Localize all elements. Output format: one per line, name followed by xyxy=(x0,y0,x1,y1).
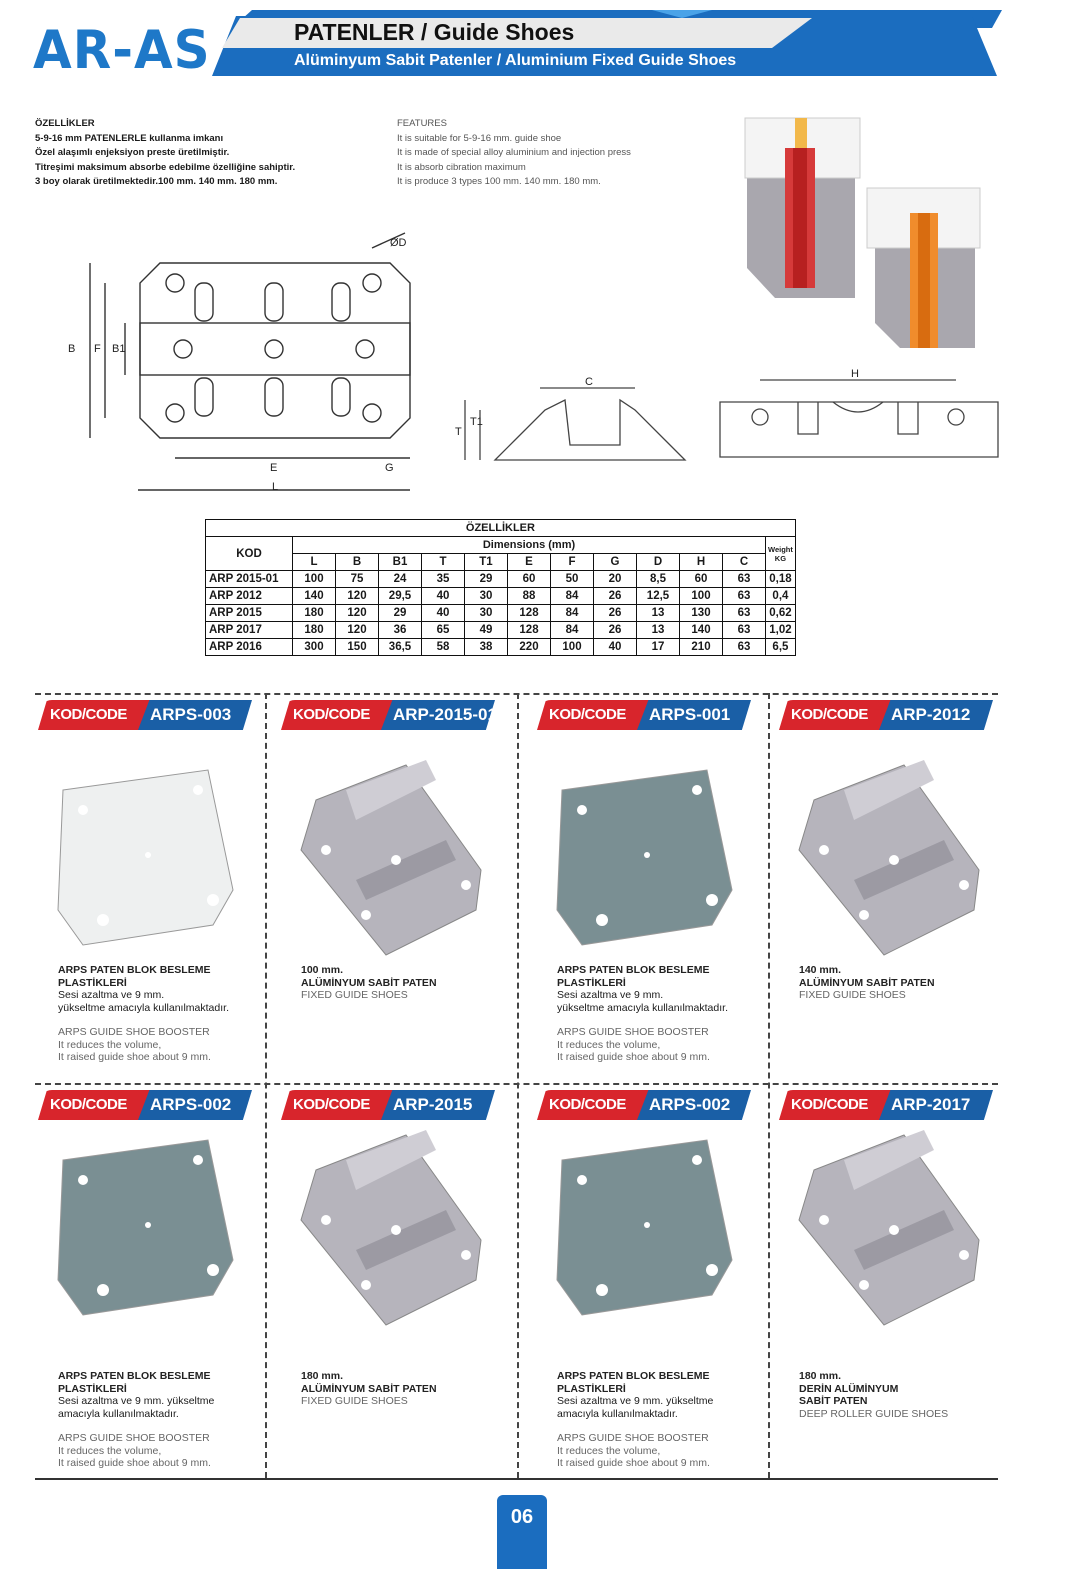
table-cell: 63 xyxy=(723,639,766,656)
desc-english: DEEP ROLLER GUIDE SHOES xyxy=(799,1407,949,1420)
desc-english: FIXED GUIDE SHOES xyxy=(301,1395,408,1407)
spec-table xyxy=(205,519,796,656)
code-label: KOD/CODE xyxy=(549,1096,626,1113)
technical-drawing-front-view xyxy=(718,362,1000,467)
table-cell: 130 xyxy=(680,605,723,622)
desc-text: Sesi azaltma ve 9 mm. yükseltme xyxy=(58,1395,215,1407)
table-cell: 84 xyxy=(551,588,594,605)
desc-title: ALÜMİNYUM SABİT PATEN xyxy=(301,976,437,989)
table-cell: 220 xyxy=(508,639,551,656)
desc-title: PLASTİKLERİ xyxy=(58,976,127,989)
table-cell: 30 xyxy=(465,588,508,605)
table-col-header: H xyxy=(680,554,723,571)
table-cell: 60 xyxy=(508,571,551,588)
table-cell: 140 xyxy=(293,588,336,605)
table-cell: 17 xyxy=(637,639,680,656)
product-code-badge xyxy=(779,700,993,730)
code-label: KOD/CODE xyxy=(549,706,626,723)
table-cell-kod: ARP 2016 xyxy=(206,639,293,656)
desc-text: Sesi azaltma ve 9 mm. yükseltme xyxy=(557,1395,714,1407)
feature-line: 5-9-16 mm PATENLERLE kullanma imkanı xyxy=(35,132,224,144)
feature-line: 3 boy olarak üretilmektedir.100 mm. 140 mm. 180 mm. xyxy=(35,176,278,187)
dim-label-t: T xyxy=(455,426,462,438)
table-cell: 24 xyxy=(379,571,422,588)
dim-label-t1: T1 xyxy=(470,416,483,428)
table-cell-kod: ARP 2012 xyxy=(206,588,293,605)
table-cell: 38 xyxy=(465,639,508,656)
code-label: KOD/CODE xyxy=(791,1096,868,1113)
desc-title: ARPS PATEN BLOK BESLEME xyxy=(58,964,211,976)
desc-english: It reduces the volume, xyxy=(58,1038,162,1051)
product-code: ARPS-002 xyxy=(649,1095,731,1114)
table-cell: 13 xyxy=(637,605,680,622)
table-title: ÖZELLİKLER xyxy=(206,520,796,537)
table-cell-weight: 0,4 xyxy=(766,588,796,605)
dim-label-l: L xyxy=(272,481,279,493)
table-kod-header: KOD xyxy=(206,537,293,571)
desc-text: Sesi azaltma ve 9 mm. xyxy=(58,989,165,1001)
feature-line: It is made of special alloy aluminium and injection press xyxy=(397,147,631,158)
booster-plate-image xyxy=(542,1130,747,1330)
product-code-badge xyxy=(281,1090,495,1120)
table-cell: 84 xyxy=(551,605,594,622)
desc-english: It raised guide shoe about 9 mm. xyxy=(58,1457,211,1469)
desc-english: ARPS GUIDE SHOE BOOSTER xyxy=(58,1432,210,1444)
table-cell: 120 xyxy=(336,605,379,622)
desc-english: ARPS GUIDE SHOE BOOSTER xyxy=(58,1026,210,1038)
table-col-header: D xyxy=(637,554,680,571)
table-cell: 180 xyxy=(293,622,336,639)
product-code-badge xyxy=(779,1090,993,1120)
table-cell: 49 xyxy=(465,622,508,639)
table-cell: 29 xyxy=(465,571,508,588)
table-cell: 180 xyxy=(293,605,336,622)
desc-title: ALÜMİNYUM SABİT PATEN xyxy=(301,1382,437,1395)
product-code: ARPS-002 xyxy=(150,1095,232,1114)
table-cell: 63 xyxy=(723,588,766,605)
table-cell: 128 xyxy=(508,622,551,639)
table-cell: 13 xyxy=(637,622,680,639)
table-cell-kod: ARP 2015-01 xyxy=(206,571,293,588)
table-cell-weight: 0,18 xyxy=(766,571,796,588)
table-cell-kod: ARP 2015 xyxy=(206,605,293,622)
product-description xyxy=(557,964,777,1064)
desc-title: DERİN ALÜMİNYUM xyxy=(799,1382,899,1395)
table-weight-header: Weight KG xyxy=(766,537,796,571)
feature-line: It is suitable for 5-9-16 mm. guide shoe xyxy=(397,132,562,144)
dim-label-b: B xyxy=(68,343,76,355)
table-cell: 50 xyxy=(551,571,594,588)
table-cell: 128 xyxy=(508,605,551,622)
table-row xyxy=(206,571,796,588)
feature-line: Özel alaşımlı enjeksiyon preste üretilmiştir. xyxy=(35,147,230,158)
product-description xyxy=(301,964,521,1002)
desc-english: It reduces the volume, xyxy=(557,1444,661,1457)
table-cell: 29,5 xyxy=(379,588,422,605)
product-code: ARPS-003 xyxy=(150,705,232,724)
table-col-header: L xyxy=(293,554,336,571)
dim-label-od: ØD xyxy=(390,237,407,249)
table-cell: 210 xyxy=(680,639,723,656)
desc-title: 180 mm. xyxy=(799,1370,842,1382)
table-column-headers xyxy=(206,554,796,571)
product-code: ARP-2015 xyxy=(393,1095,473,1114)
product-code: ARPS-001 xyxy=(649,705,731,724)
table-cell: 88 xyxy=(508,588,551,605)
desc-text: yükseltme amacıyla kullanılmaktadır. xyxy=(58,1001,229,1014)
technical-drawing-side-view xyxy=(455,370,695,470)
booster-plate-image xyxy=(43,760,248,960)
table-cell: 20 xyxy=(594,571,637,588)
code-label: KOD/CODE xyxy=(293,1096,370,1113)
desc-title: 180 mm. xyxy=(301,1370,344,1382)
table-cell: 58 xyxy=(422,639,465,656)
table-cell-weight: 6,5 xyxy=(766,639,796,656)
desc-text: amacıyla kullanılmaktadır. xyxy=(58,1407,179,1420)
dim-label-h: H xyxy=(851,368,859,380)
desc-title: SABİT PATEN xyxy=(799,1395,868,1407)
desc-title: ARPS PATEN BLOK BESLEME xyxy=(557,964,710,976)
product-code-badge xyxy=(38,700,252,730)
table-cell: 30 xyxy=(465,605,508,622)
feature-line: Titreşimi maksimum absorbe edebilme özelliğine sahiptir. xyxy=(35,161,296,173)
desc-english: FIXED GUIDE SHOES xyxy=(799,989,906,1001)
table-cell: 35 xyxy=(422,571,465,588)
table-col-header: G xyxy=(594,554,637,571)
desc-title: PLASTİKLERİ xyxy=(58,1382,127,1395)
table-col-header: E xyxy=(508,554,551,571)
desc-english: FIXED GUIDE SHOES xyxy=(301,989,408,1001)
features-en-heading: FEATURES xyxy=(397,118,447,129)
table-cell: 300 xyxy=(293,639,336,656)
product-code-badge xyxy=(38,1090,252,1120)
desc-english: ARPS GUIDE SHOE BOOSTER xyxy=(557,1026,709,1038)
table-cell: 75 xyxy=(336,571,379,588)
table-row xyxy=(206,639,796,656)
desc-title: ALÜMİNYUM SABİT PATEN xyxy=(799,976,935,989)
table-col-header: F xyxy=(551,554,594,571)
table-cell: 29 xyxy=(379,605,422,622)
table-cell-kod: ARP 2017 xyxy=(206,622,293,639)
guide-shoe-photo xyxy=(735,108,990,358)
product-code: ARP-2012 xyxy=(891,705,971,724)
desc-english: ARPS GUIDE SHOE BOOSTER xyxy=(557,1432,709,1444)
product-code: ARP-2017 xyxy=(891,1095,971,1114)
footer-divider xyxy=(35,1478,998,1480)
table-cell: 26 xyxy=(594,622,637,639)
dim-label-e: E xyxy=(270,462,278,474)
desc-english: It raised guide shoe about 9 mm. xyxy=(557,1051,710,1063)
desc-english: It raised guide shoe about 9 mm. xyxy=(557,1457,710,1469)
table-col-header: C xyxy=(723,554,766,571)
table-row xyxy=(206,622,796,639)
table-cell: 100 xyxy=(551,639,594,656)
desc-text: Sesi azaltma ve 9 mm. xyxy=(557,989,664,1001)
table-cell: 8,5 xyxy=(637,571,680,588)
table-cell: 40 xyxy=(422,588,465,605)
table-cell: 100 xyxy=(293,571,336,588)
table-col-header: T xyxy=(422,554,465,571)
desc-english: It reduces the volume, xyxy=(557,1038,661,1051)
table-cell: 40 xyxy=(422,605,465,622)
table-cell: 140 xyxy=(680,622,723,639)
code-label: KOD/CODE xyxy=(50,1096,127,1113)
table-cell: 60 xyxy=(680,571,723,588)
table-cell-weight: 0,62 xyxy=(766,605,796,622)
feature-line: It is absorb cibration maximum xyxy=(397,161,526,173)
product-description xyxy=(799,1370,1019,1420)
dim-label-b1: B1 xyxy=(112,343,126,355)
table-cell: 150 xyxy=(336,639,379,656)
desc-text: yükseltme amacıyla kullanılmaktadır. xyxy=(557,1001,728,1014)
product-description xyxy=(58,1370,278,1470)
table-cell: 100 xyxy=(680,588,723,605)
table-cell-weight: 1,02 xyxy=(766,622,796,639)
table-cell: 63 xyxy=(723,571,766,588)
features-tr-heading: ÖZELLİKLER xyxy=(35,118,95,129)
desc-english: It raised guide shoe about 9 mm. xyxy=(58,1051,211,1063)
table-cell: 84 xyxy=(551,622,594,639)
page-title: PATENLER / Guide Shoes xyxy=(294,19,575,45)
booster-plate-image xyxy=(542,760,747,960)
dim-label-f: F xyxy=(94,343,101,355)
page-subtitle: Alüminyum Sabit Patenler / Aluminium Fixed Guide Shoes xyxy=(294,52,737,69)
page-number: 06 xyxy=(497,1495,547,1569)
table-cell: 120 xyxy=(336,622,379,639)
table-col-header: T1 xyxy=(465,554,508,571)
desc-title: 140 mm. xyxy=(799,964,842,976)
table-cell: 36 xyxy=(379,622,422,639)
table-col-header: B1 xyxy=(379,554,422,571)
table-dims-header: Dimensions (mm) xyxy=(293,537,766,554)
table-cell: 40 xyxy=(594,639,637,656)
table-cell: 36,5 xyxy=(379,639,422,656)
code-label: KOD/CODE xyxy=(293,706,370,723)
column-divider xyxy=(265,693,267,1478)
dim-label-g: G xyxy=(385,462,394,474)
table-cell: 63 xyxy=(723,605,766,622)
table-cell: 65 xyxy=(422,622,465,639)
column-divider xyxy=(517,693,519,1478)
dim-label-c: C xyxy=(585,376,593,388)
table-body xyxy=(206,571,796,656)
product-code-badge xyxy=(281,700,495,730)
product-description xyxy=(557,1370,777,1470)
feature-line: It is produce 3 types 100 mm. 140 mm. 180 mm. xyxy=(397,176,601,187)
desc-title: PLASTİKLERİ xyxy=(557,1382,626,1395)
product-description xyxy=(301,1370,521,1408)
table-row xyxy=(206,605,796,622)
features-turkish xyxy=(35,117,365,190)
desc-title: ARPS PATEN BLOK BESLEME xyxy=(557,1370,710,1382)
table-cell: 12,5 xyxy=(637,588,680,605)
table-cell: 26 xyxy=(594,605,637,622)
code-label: KOD/CODE xyxy=(50,706,127,723)
desc-title: ARPS PATEN BLOK BESLEME xyxy=(58,1370,211,1382)
table-cell: 63 xyxy=(723,622,766,639)
product-code-badge xyxy=(537,700,751,730)
desc-title: PLASTİKLERİ xyxy=(557,976,626,989)
brand-logo: AR-AS xyxy=(33,19,211,81)
product-code-badge xyxy=(537,1090,751,1120)
technical-drawing-top-view xyxy=(60,228,420,498)
guide-shoe-image xyxy=(286,1130,491,1330)
product-description xyxy=(799,964,1019,1002)
desc-english: It reduces the volume, xyxy=(58,1444,162,1457)
guide-shoe-image xyxy=(784,1130,989,1330)
guide-shoe-image xyxy=(784,760,989,960)
desc-text: amacıyla kullanılmaktadır. xyxy=(557,1407,678,1420)
product-description xyxy=(58,964,278,1064)
table-row xyxy=(206,588,796,605)
table-cell: 26 xyxy=(594,588,637,605)
desc-title: 100 mm. xyxy=(301,964,344,976)
code-label: KOD/CODE xyxy=(791,706,868,723)
guide-shoe-image xyxy=(286,760,491,960)
features-english xyxy=(397,117,727,190)
booster-plate-image xyxy=(43,1130,248,1330)
table-col-header: B xyxy=(336,554,379,571)
table-cell: 120 xyxy=(336,588,379,605)
column-divider xyxy=(768,693,770,1478)
product-code: ARP-2015-01 xyxy=(393,705,497,724)
